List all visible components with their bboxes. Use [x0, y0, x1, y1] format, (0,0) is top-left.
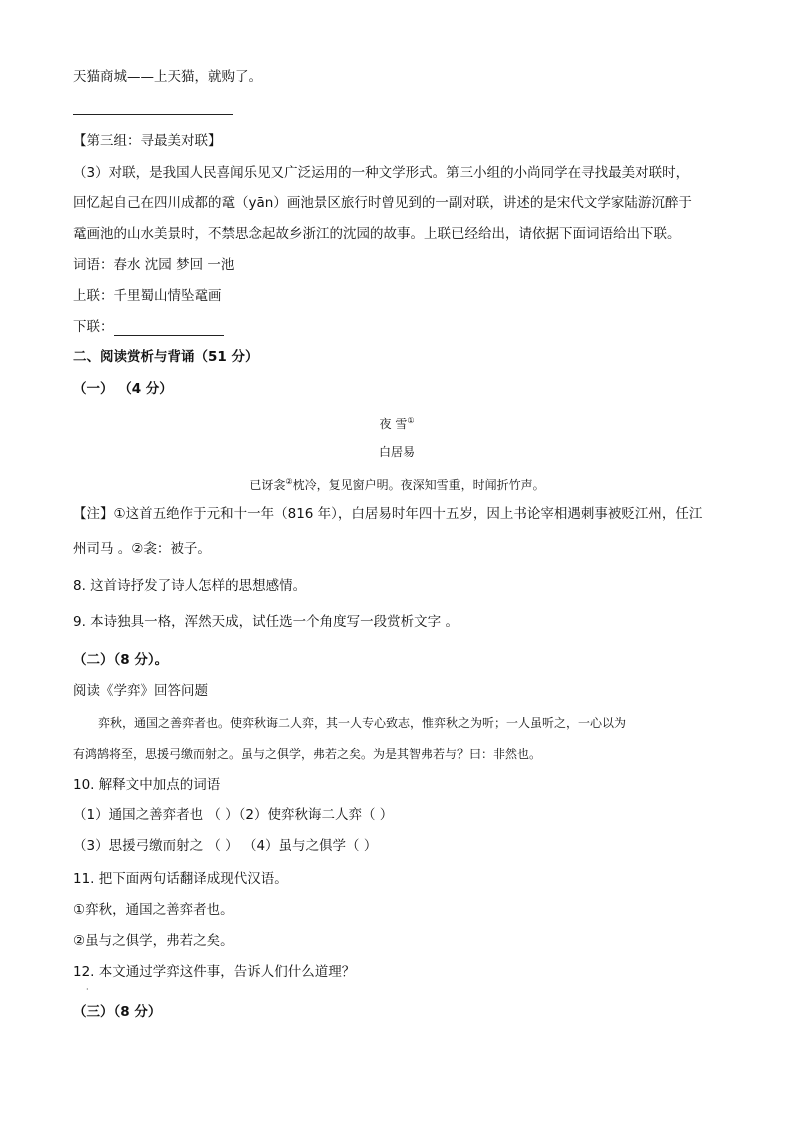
passage-line-2: 有鸿鹄将至，思援弓缴而射之。虽与之俱学，弗若之矣。为是其智弗若与？曰：非然也。	[73, 747, 542, 761]
answer-rule	[73, 114, 233, 115]
note-line-2: 州司马 。②衾：被子。	[73, 541, 211, 557]
question-11-b: ②虽与之俱学，弗若之矣。	[73, 933, 234, 949]
stray-dot: ·	[86, 985, 89, 994]
sub3-title: （三）（8 分）	[73, 1004, 162, 1020]
sub2-title: （二）（8 分）。	[73, 652, 169, 668]
xialian	[73, 318, 224, 336]
question-10: 10. 解释文中加点的词语	[73, 777, 221, 793]
words-line: 词语：春水 沈园 梦回 一池	[73, 257, 235, 273]
shanglian: 上联：千里蜀山情坠鼋画	[73, 288, 222, 304]
passage-line-1: 弈秋，通国之善弈者也。使弈秋诲二人弈，其一人专心致志，惟弈秋之为听；一人虽听之，一心以为	[98, 716, 627, 730]
q3-line-2: 回忆起自己在四川成都的鼋（yān）画池景区旅行时曾见到的一副对联，讲述的是宋代文学家陆游沉醉于	[73, 195, 692, 211]
poem-line-b: 枕冷，复见窗户明。夜深知雪重，时闻折竹声。	[292, 478, 545, 492]
question-12: 12. 本文通过学弈这件事，告诉人们什么道理？	[73, 964, 356, 980]
poem-line	[0, 474, 794, 493]
top-line: 天猫商城——上天猫，就购了。	[73, 69, 262, 85]
note-line-1: 【注】①这首五绝作于元和十一年（816 年），白居易时年四十五岁，因上书论宰相遇刺事被贬江州，任江	[73, 506, 703, 522]
question-8: 8. 这首诗抒发了诗人怎样的思想感情。	[73, 578, 307, 594]
question-11: 11. 把下面两句话翻译成现代汉语。	[73, 871, 288, 887]
section2-title: 二、阅读赏析与背诵（51 分）	[73, 349, 259, 365]
question-10-row-2: （3）思援弓缴而射之 （ ） （4）虽与之俱学（ ）	[73, 838, 378, 854]
q3-line-3: 鼋画池的山水美景时，不禁思念起故乡浙江的沈园的故事。上联已经给出，请依据下面词语给出下联。	[73, 226, 681, 242]
question-10-row-1: （1）通国之善弈者也 （ ）（2）使弈秋诲二人弈（ ）	[73, 807, 394, 823]
question-11-a: ①弈秋，通国之善弈者也。	[73, 902, 234, 918]
poem-author: 白居易	[378, 445, 415, 459]
poem-title-note: ①	[407, 416, 415, 425]
read-prompt: 阅读《学弈》回答问题	[73, 683, 208, 699]
xialian-blank[interactable]	[114, 322, 224, 336]
question-9: 9. 本诗独具一格，浑然天成，试任选一个角度写一段赏析文字 。	[73, 614, 459, 630]
sub1-title: （一） （4 分）	[73, 381, 173, 397]
xialian-label: 下联：	[73, 319, 114, 335]
poem-title-text: 夜 雪	[379, 417, 408, 431]
poem-title	[0, 413, 794, 432]
q3-line-1: （3）对联，是我国人民喜闻乐见又广泛运用的一种文学形式。第三小组的小尚同学在寻找最美对联时，	[73, 165, 690, 181]
poem-note-2: ②	[285, 477, 293, 486]
poem-line-a: 已讶衾	[249, 478, 286, 492]
group3-header: 【第三组：寻最美对联】	[73, 133, 222, 149]
